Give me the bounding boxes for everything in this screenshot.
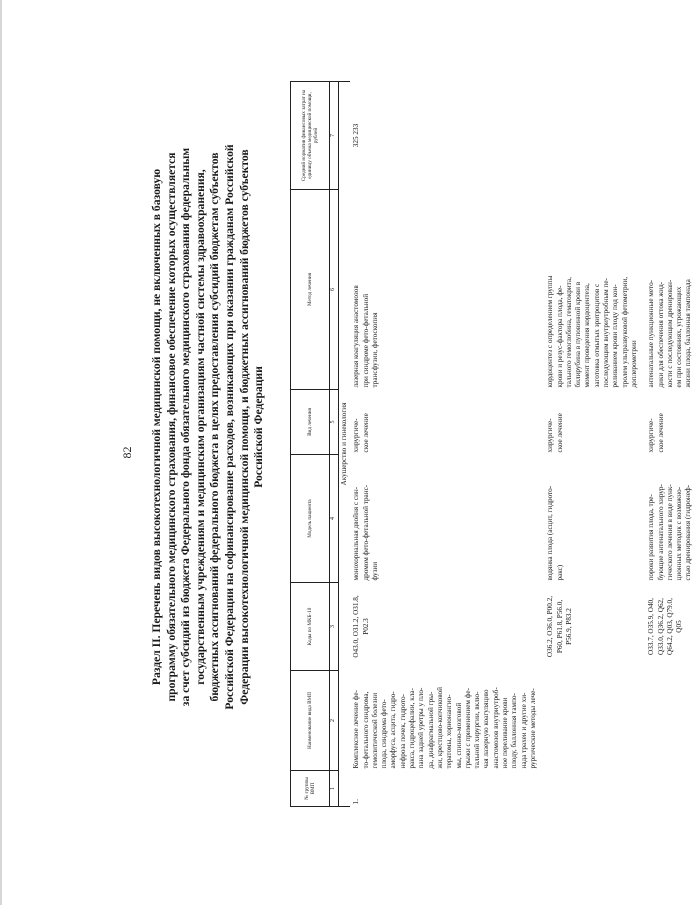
cell-line: хирургиче-	[647, 418, 656, 453]
vmp-name-cell	[544, 671, 645, 771]
cell-line: доплерометрии	[629, 340, 638, 388]
cell-line: ем при состояниях, угрожающих	[675, 286, 684, 388]
cell-line: гического лечения в виде пунк-	[665, 484, 674, 581]
cell-line: ракс)	[555, 564, 564, 581]
section-row	[339, 82, 351, 807]
cell-line: O43.0, O31.2, O31.8,	[352, 595, 361, 658]
title-line: Российской Федерации	[252, 366, 266, 488]
cell-line: тролем ультразвуковой фетометрии,	[620, 276, 629, 388]
column-number: 5	[330, 390, 339, 455]
icd-codes-cell	[544, 583, 645, 671]
cell-line: ракса, гидроцефалии, кла-	[408, 688, 417, 769]
cell-line: дромом фето-фетальной транс-	[361, 484, 370, 581]
cell-line: пана задней уретры у пло-	[417, 687, 426, 769]
cell-line: тератомы, хорионангио-	[445, 694, 454, 769]
cell-line: трансфузии, фетоскопия	[370, 312, 379, 388]
header-group-number: № группы ВМП	[291, 771, 330, 807]
table-row	[544, 82, 645, 807]
cell-line: рургические методы лече-	[528, 688, 537, 769]
title-line: Федерации высокотехнологичной медицинской помощи, и бюджетных ассигнований бюджетов субъектов	[237, 149, 251, 705]
cell-line: билирубина в пуповинной крови в	[574, 281, 583, 388]
cell-line: мы, спинно-мозговой	[454, 702, 463, 769]
cell-line: последующим внутриутробным пе-	[602, 278, 611, 388]
cell-line: чая лазерную коагуляцию	[482, 689, 491, 769]
cell-line: ционных методик с возможно-	[675, 486, 684, 581]
page-number: 82	[120, 446, 134, 459]
title-line: государственным учреждениям и медицинским организациям частной системы здравоохранения,	[193, 169, 207, 685]
title-line: Раздел II. Перечень видов высокотехнологичной медицинской помощи, не включенных в базовую	[150, 168, 163, 686]
vmp-name-cell	[350, 671, 544, 771]
title-line: программу обязательного медицинского страхования, финансовое обеспечение которых осуществляется	[164, 152, 178, 702]
cell-line: стью дренирования (гидронеф-	[684, 484, 693, 581]
cell-line: реливанием крови плоду под кон-	[611, 284, 620, 388]
column-number: 3	[330, 583, 339, 671]
header-vmp-name: Наименование вида ВМП	[291, 671, 330, 771]
cell-line: плоду, баллонная тампо-	[510, 693, 519, 769]
cell-line: грыжи с применением фе-	[463, 688, 472, 769]
cell-line: плода, синдрома фето-	[380, 699, 389, 769]
cost-norm-cell	[645, 82, 699, 190]
column-number: 1	[330, 771, 339, 807]
cell-line: то-фетального синдрома,	[361, 691, 370, 769]
title-line: Российской Федерации на софинансирование расходов, возникающих при оказании гражданам Российской	[222, 144, 236, 710]
scan-edge	[0, 0, 2, 905]
cell-line: P60, P61.8, P56.0,	[555, 599, 564, 654]
treatment-type-cell	[544, 390, 645, 455]
cell-line: ское лечение	[555, 413, 564, 453]
cell-line: водянка плода (асцит, гидрото-	[546, 485, 555, 581]
title-line: бюджетных ассигнований федерального бюджета в целях предоставления субсидий бюджетам субъектов	[208, 152, 222, 702]
cell-line: ское лечение	[656, 413, 665, 453]
cell-line: Q64.2, Q03, Q79.0,	[665, 598, 674, 655]
cell-line: Q05	[675, 620, 684, 633]
column-number: 7	[330, 82, 339, 190]
cell-line: фузии	[370, 561, 379, 581]
treatment-method-cell	[645, 190, 699, 390]
cell-line: кордоцентез с определением группы	[546, 275, 555, 388]
cell-line: пороки развития плода, тре-	[647, 494, 656, 581]
cell-line: дики для обеспечения оттока жид-	[656, 281, 665, 388]
icd-codes-cell	[350, 583, 544, 671]
cell-line: ское лечение	[361, 413, 370, 453]
cell-line: да, диафрагмальной гры-	[426, 691, 435, 769]
cell-line: хирургиче-	[352, 418, 361, 453]
cell-line: O36.2, O36.0, P00.2,	[546, 595, 555, 658]
treatment-method-cell	[544, 190, 645, 390]
cost-norm-cell: 325 233	[352, 123, 361, 148]
cell-line: P56.9, P83.2	[564, 608, 573, 645]
cell-line: момент проведения кордоцентеза,	[583, 283, 592, 388]
group-number-cell: 1.	[352, 799, 361, 805]
header-treatment-type: Вид лечения	[291, 390, 330, 455]
header-treatment-method: Метод лечения	[291, 190, 330, 390]
treatment-type-cell	[645, 390, 699, 455]
group-number-cell	[544, 771, 645, 807]
cell-line: лазерная коагуляция анастомозов	[352, 285, 361, 388]
cell-line: Комплексное лечение фе-	[352, 690, 361, 769]
column-number-row	[330, 82, 339, 807]
vmp-table	[290, 81, 700, 807]
header-cost-norm: Средний норматив финансовых затрат на единицу объема медицинской помощи, рублей	[291, 82, 330, 190]
section-title	[150, 87, 267, 767]
column-number: 2	[330, 671, 339, 771]
group-number-cell	[645, 771, 699, 807]
patient-model-cell	[645, 455, 699, 583]
cell-line: хирургиче-	[546, 418, 555, 453]
cell-line: ное переливание крови	[501, 697, 510, 769]
cell-line: антенатальные пункционные мето-	[647, 279, 656, 388]
header-icd-codes: Коды по МКБ-10	[291, 583, 330, 671]
patient-model-cell	[350, 455, 544, 583]
cell-line: кости с последующим дренирован-	[665, 279, 674, 388]
cell-line: нефроза почек, гидрото-	[398, 693, 407, 769]
cell-line: P02.3	[361, 618, 370, 635]
header-patient-model: Модель пациента	[291, 455, 330, 583]
treatment-type-cell	[350, 390, 544, 455]
table-header-row	[291, 82, 330, 807]
section-label: Акушерство и гинекология	[339, 82, 351, 807]
cell-line: тального гемоглобина, гематокрита,	[564, 277, 573, 388]
cell-line: при синдроме фето-фетальной	[361, 293, 370, 388]
cell-line: нада трахеи и другие хи-	[519, 692, 528, 769]
cell-line: монохориальная двойня с син-	[352, 486, 361, 581]
cell-line: Q33.0, Q36.2, Q62,	[656, 598, 665, 655]
table-row	[645, 82, 699, 807]
column-number: 6	[330, 190, 339, 390]
title-line: за счет субсидий из бюджета Федерального фонда обязательного медицинского страхования федеральным	[179, 147, 193, 707]
cell-line: анастомозов внутриутроб-	[491, 687, 500, 769]
cell-line: O33.7, O35.9, O40,	[647, 598, 656, 655]
cell-line: жи, крестцово-копчиковой	[435, 687, 444, 769]
cell-line: аморфуса, асцита, гидро-	[389, 691, 398, 769]
cell-line: крови и резус-фактора плода, фе-	[555, 285, 564, 388]
cell-line: гемолитической болезни	[370, 692, 379, 769]
cost-norm-cell	[544, 82, 645, 190]
table-row	[350, 82, 544, 807]
cell-line: жизни плода, баллонная тампонада	[684, 279, 693, 388]
icd-codes-cell	[645, 583, 699, 671]
column-number: 4	[330, 455, 339, 583]
cell-line: тальной хирургии, вклю-	[473, 691, 482, 769]
cell-line: бующие антенатального хирур-	[656, 484, 665, 581]
patient-model-cell	[544, 455, 645, 583]
cell-line: заготовка отмытых эритроцитов с	[592, 283, 601, 388]
treatment-method-cell	[350, 190, 544, 390]
vmp-name-cell	[645, 671, 699, 771]
